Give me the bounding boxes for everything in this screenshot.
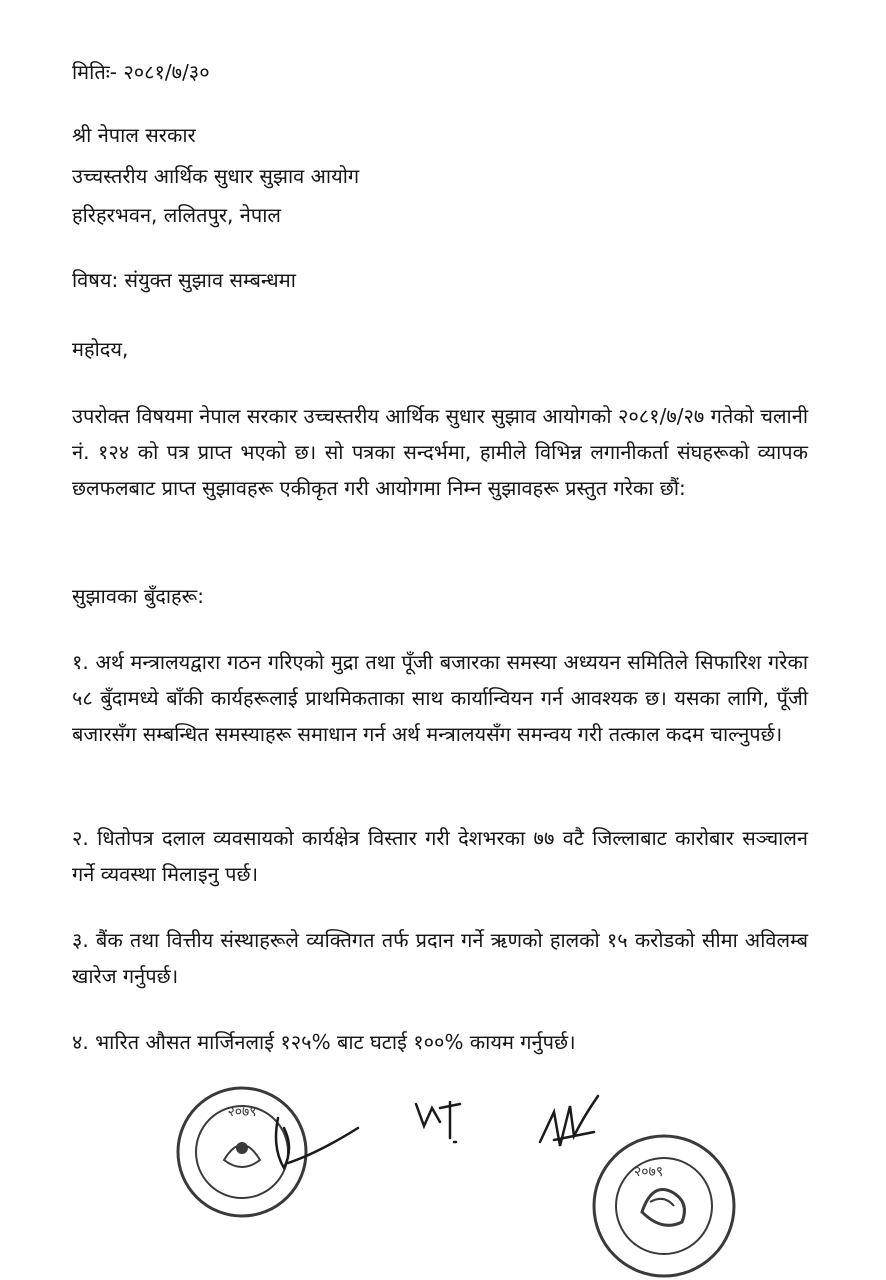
letter-subject: विषय: संयुक्त सुझाव सम्बन्धमा [72,268,296,292]
point-4: ४. भारित औसत मार्जिनलाई १२५% बाट घटाई १००% कायम गर्नुपर्छ। [72,1030,576,1054]
recipient-line-3: हरिहरभवन, ललितपुर, नेपाल [72,203,281,227]
left-stamp-year: २०७९ [227,1104,257,1120]
recipient-line-1: श्री नेपाल सरकार [72,123,196,147]
right-round-stamp [590,1132,738,1280]
signature-2 [410,1098,470,1146]
point-2: २. धितोपत्र दलाल व्यवसायको कार्यक्षेत्र विस्तार गरी देशभरका ७७ वटै जिल्लाबाट कारोबार सञ्चालन गर्ने व्यवस्था मिलाइनु पर्छ। [72,826,808,886]
signature-1 [258,1108,368,1188]
recipient-line-2: उच्चस्तरीय आर्थिक सुधार सुझाव आयोग [72,164,360,188]
points-heading: सुझावका बुँदाहरू: [72,584,204,608]
point-3: ३. बैंक तथा वित्तीय संस्थाहरूले व्यक्तिगत तर्फ प्रदान गर्ने ऋणको हालको १५ करोडको सीमा अविलम्ब खारेज गर्नुपर्छ। [72,928,808,988]
intro-paragraph: उपरोक्त विषयमा नेपाल सरकार उच्चस्तरीय आर्थिक सुधार सुझाव आयोगको २०८१/७/२७ गतेको चलानी नं. १२४ को पत्र प्राप्त भएको छ। सो पत्रका सन्दर्भमा, हामीले विभिन्न लगानीकर्ता संघहरूको व्यापक छलफलबाट प्राप्त सुझावहरू एकीकृत गरी आयोगमा निम्न सुझावहरू प्रस्तुत गरेका छौं: [72,404,808,500]
letter-date: मितिः- २०८१/७/३० [72,60,210,84]
point-1: १. अर्थ मन्त्रालयद्वारा गठन गरिएको मुद्रा तथा पूँजी बजारका समस्या अध्ययन समितिले सिफारिश गरेका ५८ बुँदामध्ये बाँकी कार्यहरूलाई प्राथमिकताका साथ कार्यान्वियन गर्न आवश्यक छ। यसका लागि, पूँजी बजारसँग सम्बन्धित समस्याहरू समाधान गर्न अर्थ मन्त्रालयसँग समन्वय गरी तत्काल कदम चाल्नुपर्छ। [72,650,808,746]
right-stamp-year: २०७९ [634,1164,664,1180]
salutation: महोदय, [72,337,129,361]
